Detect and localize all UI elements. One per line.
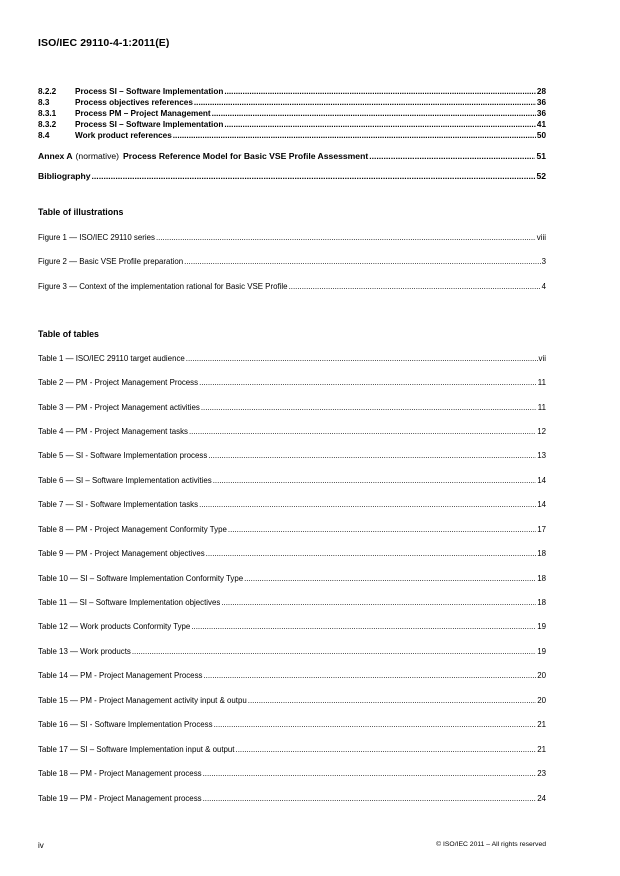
table-entry[interactable] [38, 671, 546, 680]
dot-leader [224, 87, 536, 96]
illustrations-heading: Table of illustrations [38, 207, 124, 217]
toc-entry-8-4[interactable] [38, 131, 546, 140]
table-entry[interactable] [38, 549, 546, 558]
table-title: Table 9 — PM - Project Management objectives [38, 549, 205, 558]
bibliography-label: Bibliography [38, 171, 91, 181]
table-entry[interactable] [38, 378, 546, 387]
table-title: Table 2 — PM - Project Management Process [38, 378, 199, 387]
dot-leader [213, 476, 537, 485]
toc-title: Work product references [75, 131, 172, 140]
table-page: 11 [537, 403, 546, 412]
table-page: 17 [537, 525, 546, 534]
figure-entry[interactable] [38, 233, 546, 242]
toc-number: 8.3.1 [38, 109, 57, 118]
dot-leader [184, 257, 540, 266]
toc-page: 50 [536, 131, 546, 140]
table-page: 19 [537, 622, 546, 631]
table-page: 23 [537, 769, 546, 778]
dot-leader [236, 745, 537, 754]
dot-leader [92, 171, 536, 181]
toc-page: 28 [536, 87, 546, 96]
table-entry[interactable] [38, 525, 546, 534]
toc-number: 8.2.2 [38, 87, 57, 96]
toc-entry-8-3-2[interactable] [38, 120, 546, 129]
dot-leader [214, 720, 537, 729]
table-page: 14 [537, 476, 546, 485]
table-page: 13 [537, 451, 546, 460]
table-entry[interactable] [38, 403, 546, 412]
toc-page: 36 [536, 109, 546, 118]
table-title: Table 19 — PM - Project Management process [38, 794, 202, 803]
table-title: Table 8 — PM - Project Management Conformity Type [38, 525, 227, 534]
table-title: Table 3 — PM - Project Management activities [38, 403, 200, 412]
dot-leader [203, 769, 537, 778]
toc-page: 51 [536, 151, 546, 161]
toc-entry-annex-a[interactable] [38, 151, 546, 161]
table-page: 19 [537, 647, 546, 656]
table-entry[interactable] [38, 696, 546, 705]
table-title: Table 4 — PM - Project Management tasks [38, 427, 188, 436]
table-page: 24 [537, 794, 546, 803]
table-title: Table 10 — SI – Software Implementation Conformity Type [38, 574, 244, 583]
table-entry[interactable] [38, 720, 546, 729]
toc-title: Process PM – Project Management [75, 109, 211, 118]
dot-leader [244, 574, 536, 583]
dot-leader [132, 647, 536, 656]
toc-page: 41 [536, 120, 546, 129]
table-title: Table 15 — PM - Project Management activity input & outpu [38, 696, 247, 705]
dot-leader [203, 794, 537, 803]
table-entry[interactable] [38, 647, 546, 656]
table-page: 18 [537, 549, 546, 558]
table-title: Table 11 — SI – Software Implementation objectives [38, 598, 221, 607]
figure-page: 4 [541, 282, 546, 291]
dot-leader [173, 131, 536, 140]
toc-entry-bibliography[interactable] [38, 171, 546, 181]
table-entry[interactable] [38, 574, 546, 583]
footer-page-number: iv [38, 841, 44, 850]
toc-page: 36 [536, 98, 546, 107]
table-entry[interactable] [38, 427, 546, 436]
dot-leader [194, 98, 536, 107]
figure-entry[interactable] [38, 257, 546, 266]
table-page: 12 [537, 427, 546, 436]
dot-leader [201, 403, 537, 412]
dot-leader [199, 378, 537, 387]
table-title: Table 14 — PM - Project Management Process [38, 671, 203, 680]
toc-entry-8-3[interactable] [38, 98, 546, 107]
dot-leader [199, 500, 536, 509]
figure-page: 3 [541, 257, 546, 266]
table-entry[interactable] [38, 354, 546, 363]
table-page: 18 [537, 598, 546, 607]
dot-leader [189, 427, 536, 436]
table-entry[interactable] [38, 745, 546, 754]
table-title: Table 7 — SI - Software Implementation tasks [38, 500, 199, 509]
dot-leader [221, 598, 536, 607]
dot-leader [191, 622, 536, 631]
table-entry[interactable] [38, 622, 546, 631]
figure-entry[interactable] [38, 282, 546, 291]
table-entry[interactable] [38, 451, 546, 460]
dot-leader [228, 525, 536, 534]
dot-leader [186, 354, 538, 363]
table-page: 20 [537, 696, 546, 705]
toc-number: 8.3.2 [38, 120, 57, 129]
figure-title: Figure 2 — Basic VSE Profile preparation [38, 257, 184, 266]
table-entry[interactable] [38, 769, 546, 778]
dot-leader [203, 671, 536, 680]
figure-title: Figure 1 — ISO/IEC 29110 series [38, 233, 155, 242]
dot-leader [212, 109, 536, 118]
table-page: vii [538, 354, 546, 363]
table-page: 20 [537, 671, 546, 680]
table-title: Table 16 — SI - Software Implementation Process [38, 720, 213, 729]
table-title: Table 1 — ISO/IEC 29110 target audience [38, 354, 185, 363]
annex-title: Process Reference Model for Basic VSE Profile Assessment [123, 151, 369, 161]
toc-title: Process SI – Software Implementation [75, 120, 224, 129]
figure-title: Figure 3 — Context of the implementation rational for Basic VSE Profile [38, 282, 288, 291]
dot-leader [156, 233, 536, 242]
table-entry[interactable] [38, 476, 546, 485]
table-entry[interactable] [38, 794, 546, 803]
document-header: ISO/IEC 29110-4-1:2011(E) [38, 37, 170, 49]
dot-leader [224, 120, 536, 129]
toc-number: 8.4 [38, 131, 50, 140]
dot-leader [369, 151, 535, 161]
table-page: 14 [537, 500, 546, 509]
table-entry[interactable] [38, 500, 546, 509]
toc-entry-8-3-1[interactable] [38, 109, 546, 118]
toc-title: Process objectives references [75, 98, 193, 107]
table-page: 11 [537, 378, 546, 387]
table-title: Table 12 — Work products Conformity Type [38, 622, 191, 631]
dot-leader [289, 282, 541, 291]
table-title: Table 6 — SI – Software Implementation activities [38, 476, 212, 485]
table-entry[interactable] [38, 598, 546, 607]
table-page: 21 [537, 720, 546, 729]
dot-leader [206, 549, 537, 558]
footer-copyright: © ISO/IEC 2011 – All rights reserved [436, 841, 546, 848]
dot-leader [208, 451, 536, 460]
toc-page: 52 [536, 171, 546, 181]
dot-leader [248, 696, 536, 705]
figure-page: viii [536, 233, 546, 242]
table-title: Table 13 — Work products [38, 647, 131, 656]
table-title: Table 18 — PM - Project Management process [38, 769, 202, 778]
tables-heading: Table of tables [38, 329, 99, 339]
toc-number: 8.3 [38, 98, 50, 107]
annex-label: Annex A [38, 151, 73, 161]
annex-type: (normative) [75, 151, 120, 161]
table-page: 18 [537, 574, 546, 583]
table-title: Table 5 — SI - Software Implementation process [38, 451, 208, 460]
toc-title: Process SI – Software Implementation [75, 87, 224, 96]
table-title: Table 17 — SI – Software Implementation input & output [38, 745, 235, 754]
table-page: 21 [537, 745, 546, 754]
toc-entry-8-2-2[interactable] [38, 87, 546, 96]
